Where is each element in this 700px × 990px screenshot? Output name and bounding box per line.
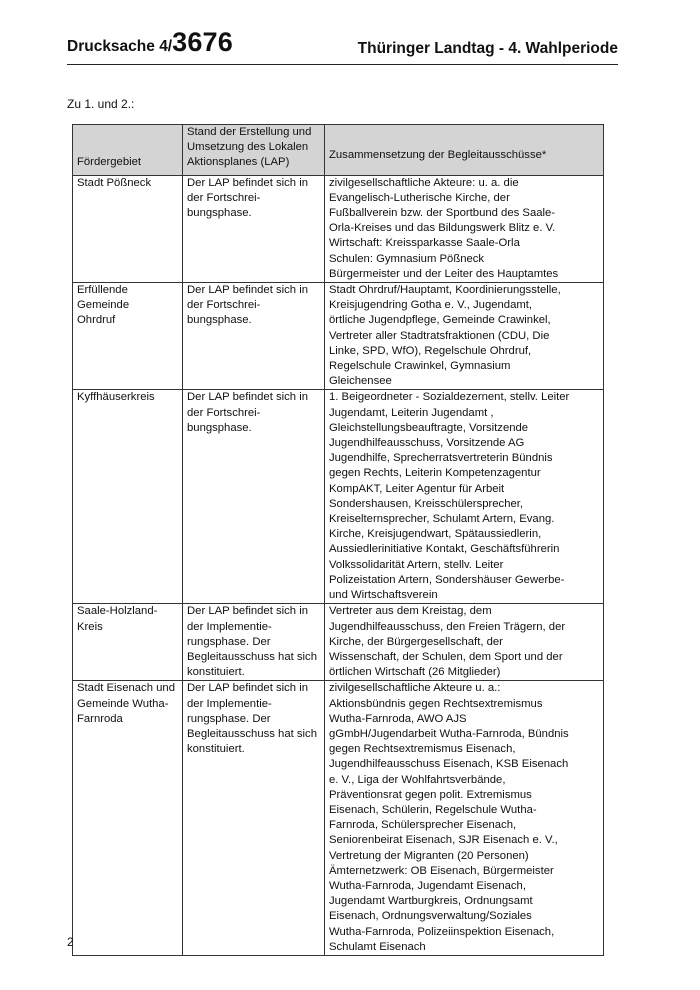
section-intro: Zu 1. und 2.:	[67, 97, 135, 111]
table-row	[73, 283, 604, 390]
cell-line: Eisenach, Schülerin, Regelschule Wutha-	[329, 803, 537, 816]
cell-line: Stadt Eisenach und	[77, 682, 175, 695]
funding-areas-table	[72, 124, 604, 956]
cell-line: Saale-Holzland-	[77, 605, 158, 618]
cell-line: Vertreter aus dem Kreistag, dem	[329, 605, 492, 618]
cell-line: Sondershausen, Kreisschülersprecher,	[329, 497, 524, 510]
document-prefix: Drucksache 4/	[67, 38, 173, 55]
cell-line: Schulamt Eisenach	[329, 940, 426, 953]
cell-line: örtliche Jugendpflege, Gemeinde Crawinkel,	[329, 314, 551, 327]
cell-line: der Fortschrei-	[187, 406, 261, 419]
cell-line: Jugendhilfeausschuss, Vorsitzende AG	[329, 437, 525, 450]
cell-line: Erfüllende	[77, 284, 128, 297]
cell-line: 1. Beigeordneter - Sozialdezernent, stellv. Leiter	[329, 391, 570, 404]
cell-line: zivilgesellschaftliche Akteure: u. a. die	[329, 176, 519, 189]
cell-line: e. V., Liga der Wohlfahrtsverbände,	[329, 773, 506, 786]
cell-line: zivilgesellschaftliche Akteure u. a.:	[329, 682, 501, 695]
header-cell-region: Fördergebiet	[73, 125, 183, 176]
cell-line: Ämternetzwerk: OB Eisenach, Bürgermeister	[329, 864, 554, 877]
cell-line: Polizeistation Artern, Sondershäuser Gewerbe-	[329, 573, 565, 586]
cell-line: Jugendhilfeausschuss, den Freien Trägern, der	[329, 620, 566, 633]
cell-status	[183, 283, 325, 390]
cell-line: Eisenach, Ordnungsverwaltung/Soziales	[329, 910, 532, 923]
cell-line: Vertretung der Migranten (20 Personen)	[329, 849, 529, 862]
cell-line: Kreiselternsprecher, Schulamt Artern, Evang.	[329, 513, 555, 526]
cell-line: Ohrdruf	[77, 314, 116, 327]
cell-composition	[325, 175, 604, 282]
cell-composition	[325, 283, 604, 390]
cell-line: gegen Rechts, Leiterin Kompetenzagentur	[329, 467, 541, 480]
cell-line: Bürgermeister und der Leiter des Hauptamtes	[329, 267, 559, 280]
table-header-row	[73, 125, 604, 176]
page-header	[67, 27, 618, 65]
cell-line: der Fortschrei-	[187, 191, 261, 204]
cell-line: der Implementie-	[187, 620, 272, 633]
cell-composition	[325, 604, 604, 681]
cell-line: Wutha-Farnroda, AWO AJS	[329, 712, 467, 725]
cell-line: Der LAP befindet sich in	[187, 682, 308, 695]
cell-line: Gemeinde	[77, 299, 130, 312]
header-cell-status: Stand der Erstellung und Umsetzung des Lokalen Aktionsplanes (LAP)	[183, 125, 325, 176]
cell-line: Der LAP befindet sich in	[187, 284, 308, 297]
cell-line: Regelschule Crawinkel, Gymnasium	[329, 360, 511, 373]
table-row	[73, 175, 604, 282]
cell-line: gGmbH/Jugendarbeit Wutha-Farnroda, Bündnis	[329, 727, 569, 740]
page-number: 2	[67, 935, 74, 949]
cell-line: Gemeinde Wutha-	[77, 697, 169, 710]
cell-line: konstituiert.	[187, 666, 245, 679]
cell-line: Seniorenbeirat Eisenach, SJR Eisenach e. V.,	[329, 834, 558, 847]
cell-line: Kirche, Kreisjugendwart, Spätaussiedlerin,	[329, 528, 542, 541]
cell-line: Wutha-Farnroda, Polizeiinspektion Eisenach,	[329, 925, 555, 938]
cell-line: Evangelisch-Lutherische Kirche, der	[329, 191, 510, 204]
cell-status	[183, 604, 325, 681]
cell-line: und Wirtschaftsverein	[329, 589, 438, 602]
cell-composition	[325, 390, 604, 604]
cell-region	[73, 283, 183, 390]
cell-line: Der LAP befindet sich in	[187, 391, 308, 404]
cell-line: der Implementie-	[187, 697, 272, 710]
cell-line: Wissenschaft, der Schulen, dem Sport und der	[329, 650, 563, 663]
cell-line: rungsphase. Der	[187, 712, 271, 725]
cell-region	[73, 175, 183, 282]
cell-line: örtlichen Wirtschaft (26 Mitglieder)	[329, 666, 501, 679]
cell-line: bungsphase.	[187, 207, 252, 220]
cell-line: Präventionsrat gegen polit. Extremismus	[329, 788, 532, 801]
cell-line: Kreis	[77, 620, 103, 633]
document-number-value: 3676	[172, 27, 233, 57]
cell-line: bungsphase.	[187, 314, 252, 327]
cell-line: Jugendhilfeausschuss Eisenach, KSB Eisenach	[329, 758, 569, 771]
cell-line: der Fortschrei-	[187, 299, 261, 312]
table-row	[73, 681, 604, 956]
cell-line: Farnroda, Schülersprecher Eisenach,	[329, 819, 517, 832]
cell-line: Der LAP befindet sich in	[187, 176, 308, 189]
cell-region	[73, 390, 183, 604]
cell-line: Schulen: Gymnasium Pößneck	[329, 252, 485, 265]
cell-composition	[325, 681, 604, 956]
cell-line: Kirche, der Bürgergesellschaft, der	[329, 635, 503, 648]
cell-line: KompAKT, Leiter Agentur für Arbeit	[329, 482, 505, 495]
cell-line: konstituiert.	[187, 743, 245, 756]
cell-line: gegen Rechtsextremismus Eisenach,	[329, 743, 516, 756]
cell-status	[183, 681, 325, 956]
cell-line: Begleitausschuss hat sich	[187, 650, 317, 663]
parliament-title: Thüringer Landtag - 4. Wahlperiode	[357, 40, 618, 57]
document-number	[67, 27, 233, 58]
table-body	[73, 175, 604, 955]
cell-line: Gleichensee	[329, 375, 392, 388]
table-row	[73, 604, 604, 681]
cell-region	[73, 604, 183, 681]
cell-line: Orla-Kreises und das Bildungswerk Blitz e. V.	[329, 222, 556, 235]
cell-line: Fußballverein bzw. der Sportbund des Saale-	[329, 207, 556, 220]
cell-line: Jugendamt Wartburgkreis, Ordnungsamt	[329, 895, 533, 908]
cell-line: bungsphase.	[187, 421, 252, 434]
cell-line: Linke, SPD, WfO), Regelschule Ohrdruf,	[329, 344, 532, 357]
cell-line: Stadt Ohrdruf/Hauptamt, Koordinierungsstelle,	[329, 284, 561, 297]
cell-line: Wirtschaft: Kreissparkasse Saale-Orla	[329, 237, 520, 250]
cell-region	[73, 681, 183, 956]
cell-line: Aktionsbündnis gegen Rechtsextremismus	[329, 697, 543, 710]
cell-line: Jugendhilfe, Sprecherratsvertreterin Bündnis	[329, 452, 553, 465]
cell-line: rungsphase. Der	[187, 635, 271, 648]
table-row	[73, 390, 604, 604]
header-cell-composition: Zusammensetzung der Begleitausschüsse*	[325, 125, 604, 176]
cell-line: Der LAP befindet sich in	[187, 605, 308, 618]
cell-line: Kreisjugendring Gotha e. V., Jugendamt,	[329, 299, 533, 312]
cell-line: Farnroda	[77, 712, 123, 725]
cell-line: Gleichstellungsbeauftragte, Vorsitzende	[329, 421, 529, 434]
cell-line: Aussiedlerinitiative Kontakt, Geschäftsführerin	[329, 543, 560, 556]
cell-line: Stadt Pößneck	[77, 176, 152, 189]
cell-status	[183, 175, 325, 282]
cell-line: Begleitausschuss hat sich	[187, 727, 317, 740]
cell-line: Kyffhäuserkreis	[77, 391, 155, 404]
cell-line: Vertreter aller Stadtratsfraktionen (CDU, Die	[329, 329, 550, 342]
cell-line: Jugendamt, Leiterin Jugendamt ,	[329, 406, 494, 419]
cell-line: Volkssolidarität Artern, stellv. Leiter	[329, 558, 504, 571]
cell-line: Wutha-Farnroda, Jugendamt Eisenach,	[329, 879, 526, 892]
cell-status	[183, 390, 325, 604]
